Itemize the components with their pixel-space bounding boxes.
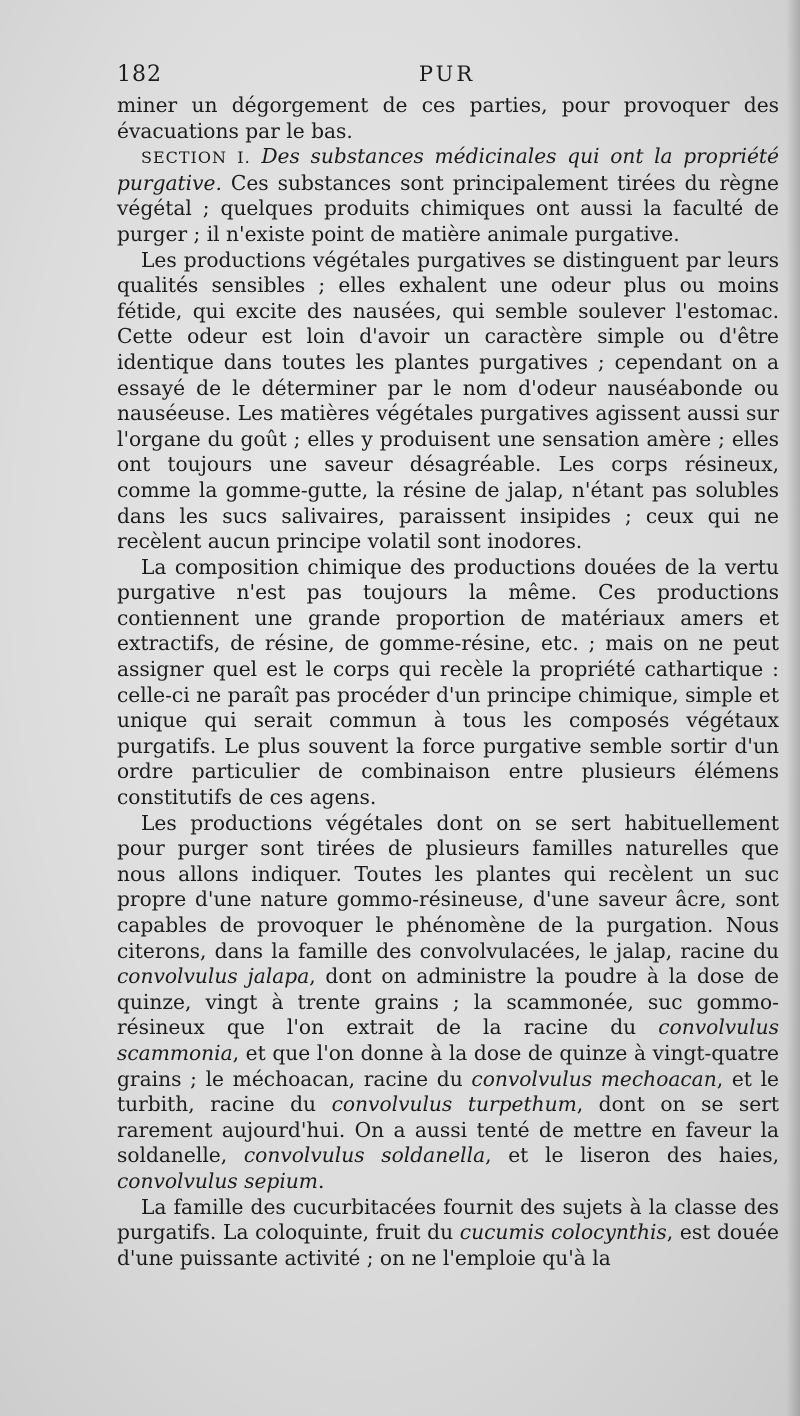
text-run: La composition chimique des productions douées de la vertu purgative n'est pas toujours la même. Ces productions contiennent une grande proportion de matériaux amers et extractifs, de résine, de gomme-résine, etc. ; mais on ne peut assigner quel est le corps qui recèle la propriété cathartique : celle-ci ne paraît pas procéder d'un principe chimique, simple et unique qui serait commun à tous les composés végétaux purgatifs. Le plus souvent la force purgative semble sortir d'un ordre particulier de combinaison entre plusieurs élémens constitutifs de ces agens. xyxy=(117,554,779,810)
text-run xyxy=(251,144,262,168)
text-run: La famille des cucurbitacées fournit des sujets à la classe des purgatifs. La coloquinte, fruit du xyxy=(117,1194,779,1245)
text-run: , et le turbith, racine du xyxy=(117,1066,779,1117)
paragraph-2 xyxy=(117,248,779,555)
text-run: , et que l'on donne à la dose de quinze à vingt-quatre grains ; le méchoacan, racine du xyxy=(117,1040,779,1091)
page-edge-shadow xyxy=(786,0,800,1416)
text-run: , est douée d'une puissante activité ; on ne l'emploie qu'à la xyxy=(117,1220,779,1270)
text-run: , et le liseron des haies, xyxy=(485,1143,779,1168)
italic-text: convolvulus scammonia xyxy=(117,1015,779,1065)
body-text xyxy=(117,93,779,1271)
italic-text: convolvulus jalapa xyxy=(117,964,310,989)
text-run: . xyxy=(317,1168,325,1193)
text-run: , dont on administre la poudre à la dose de quinze, vingt à trente grains ; la scammonée, suc gommo-résineux que l'on extrait de la racine du xyxy=(117,964,779,1040)
text-run: miner un dégorgement de ces parties, pour provoquer des évacuations par le bas. xyxy=(117,93,779,143)
paragraph-3 xyxy=(117,555,779,811)
running-head: PUR xyxy=(418,62,476,86)
text-run: Les productions végétales dont on se sert habituellement pour purger sont tirées de plusieurs familles naturelles que nous allons indiquer. Toutes les plantes qui recèlent un suc propre d'une nature gommo-résineuse, d'une saveur âcre, sont capables de provoquer le phénomène de la purgation. Nous citerons, dans la famille des convolvulacées, le jalap, racine du xyxy=(117,810,779,963)
paragraph-5 xyxy=(117,1195,779,1272)
text-run: , dont on se sert rarement aujourd'hui. On a aussi tenté de mettre en faveur la soldanelle, xyxy=(117,1092,780,1168)
text-run: Ces substances sont principalement tirées du règne végétal ; quelques produits chimiques ont aussi la faculté de purger ; il n'existe point de matière animale purgative. xyxy=(117,170,779,246)
italic-text: convolvulus soldanella xyxy=(243,1143,486,1168)
paragraph-1 xyxy=(117,144,779,247)
paragraph-4 xyxy=(117,811,779,1195)
page-number: 182 xyxy=(117,62,162,87)
italic-text: convolvulus mechoacan xyxy=(471,1066,717,1091)
italic-text: cucumis colocynthis xyxy=(459,1220,667,1245)
italic-text: Des substances médicinales qui ont la propriété purgative. xyxy=(117,144,779,195)
text-run: Les productions végétales purgatives se distinguent par leurs qualités sensibles ; elles exhalent une odeur plus ou moins fétide, qui excite des nausées, qui semble soulever l'estomac. Cette odeur est loin d'avoir un caractère simple ou d'être identique dans toutes les plantes purgatives ; cependant on a essayé de le déterminer par le nom d'odeur nauséabonde ou nauséeuse. Les matières végétales purgatives agissent aussi sur l'organe du goût ; elles y produisent une sensation amère ; elles ont toujours une saveur désagréable. Les corps résineux, comme la gomme-gutte, la résine de jalap, n'étant pas solubles dans les sucs salivaires, paraissent insipides ; ceux qui ne recèlent aucun principe volatil sont inodores. xyxy=(117,247,779,554)
paragraph-0 xyxy=(117,93,779,144)
italic-text: convolvulus turpethum xyxy=(331,1092,577,1117)
italic-text: convolvulus sepium xyxy=(117,1168,318,1193)
section-label: SECTION I. xyxy=(141,148,251,168)
page-header xyxy=(117,62,777,92)
